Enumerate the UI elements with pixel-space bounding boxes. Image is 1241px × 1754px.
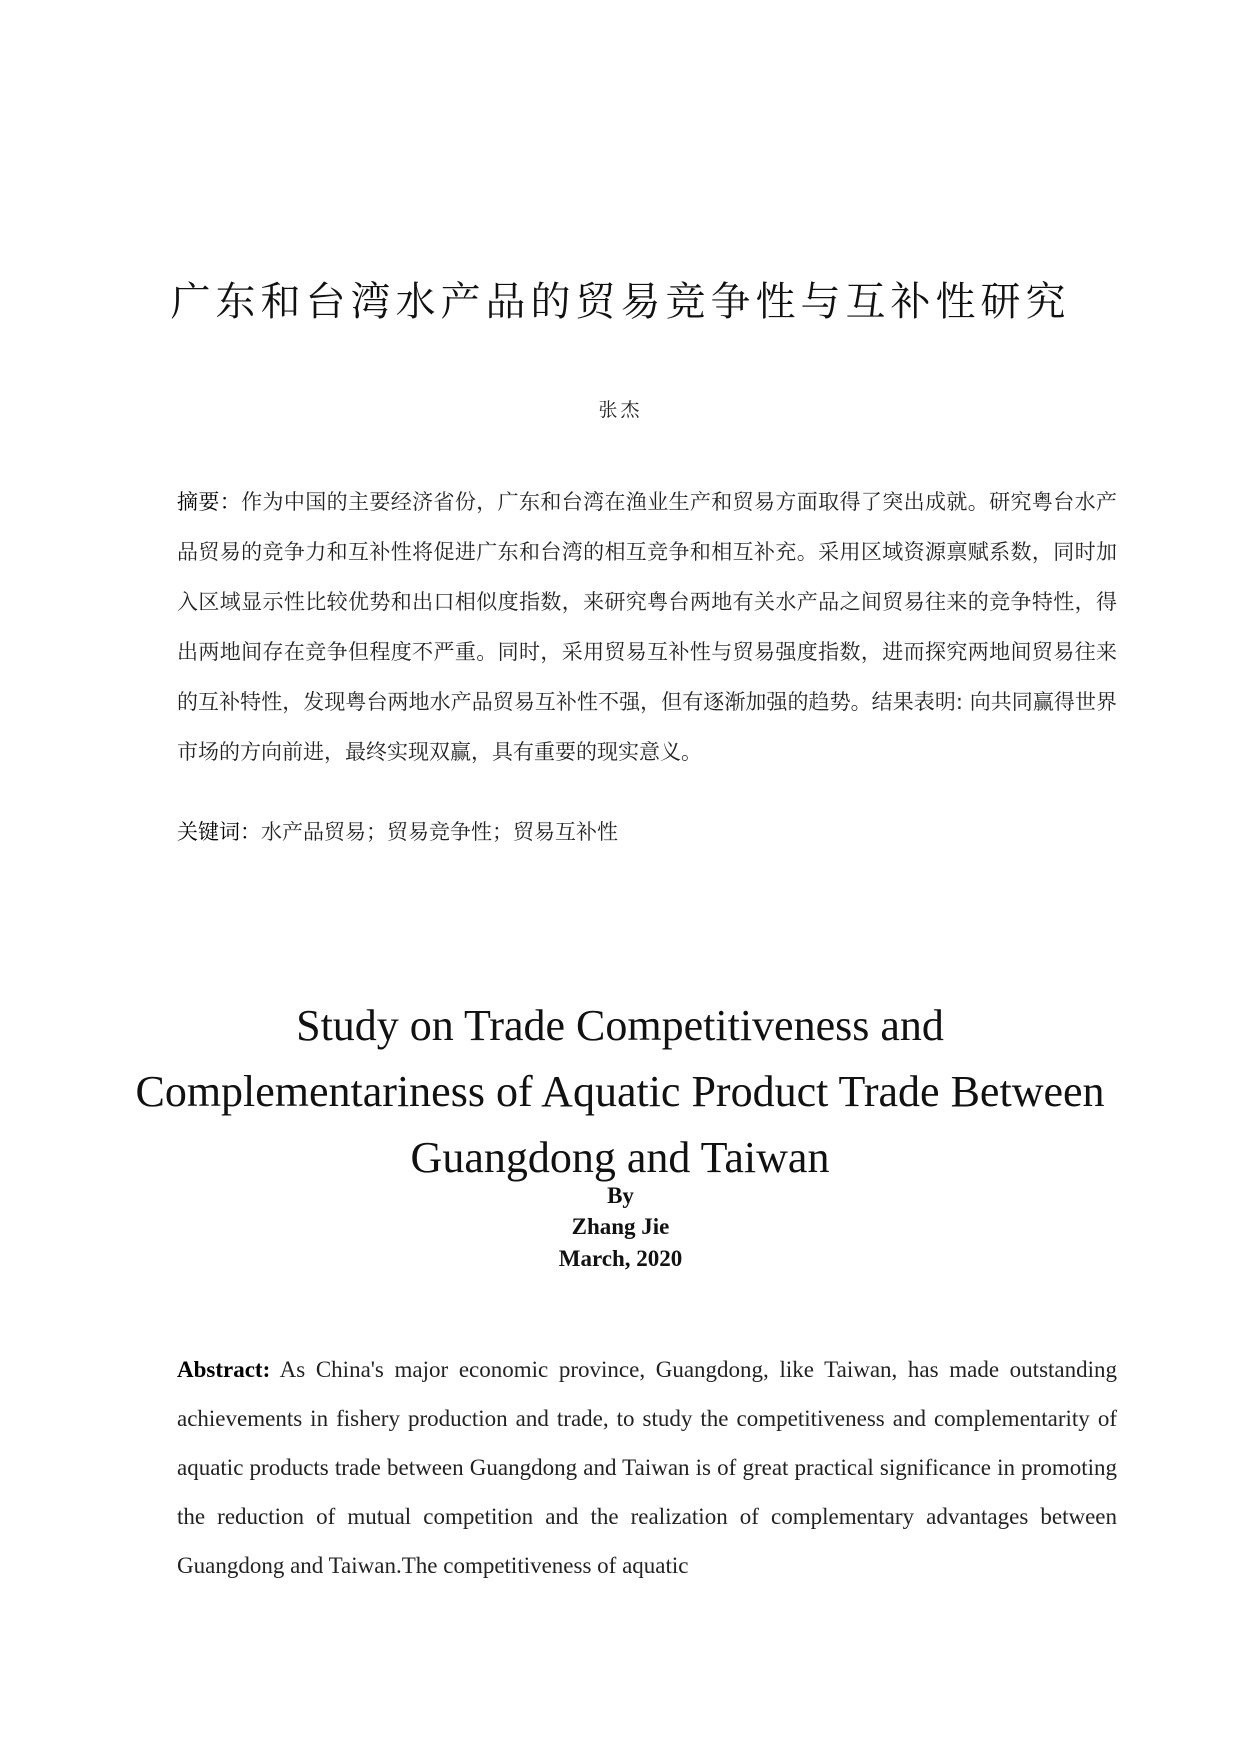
english-abstract-label: Abstract:: [177, 1357, 271, 1382]
chinese-keywords-text: 水产品贸易；贸易竞争性；贸易互补性: [261, 820, 618, 844]
english-author: Zhang Jie: [571, 1214, 670, 1239]
english-date: March, 2020: [558, 1246, 683, 1271]
chinese-title: 广东和台湾水产品的贸易竞争性与互补性研究: [170, 279, 1071, 325]
chinese-author: 张杰: [598, 399, 643, 421]
chinese-keywords: [177, 817, 1117, 847]
english-title: Study on Trade Competitiveness and Complementariness of Aquatic Product Trade Between Guangdong and Taiwan: [135, 1001, 1105, 1182]
chinese-abstract-text: 作为中国的主要经济省份，广东和台湾在渔业生产和贸易方面取得了突出成就。研究粤台水产品贸易的竞争力和互补性将促进广东和台湾的相互竞争和相互补充。采用区域资源禀赋系数，同时加入区域显示性比较优势和出口相似度指数，来研究粤台两地有关水产品之间贸易往来的竞争特性，得出两地间存在竞争但程度不严重。同时，采用贸易互补性与贸易强度指数，进而探究两地间贸易往来的互补特性，发现粤台两地水产品贸易互补性不强，但有逐渐加强的趋势。结果表明: 向共同赢得世界市场的方向前进，最终实现双赢，具有重要的现实意义。: [177, 490, 1118, 764]
chinese-keywords-label: 关键词：: [177, 820, 261, 844]
english-abstract-text: As China's major economic province, Guangdong, like Taiwan, has made outstanding achievements in fishery production and trade, to study the competitiveness and complementarity of aquatic products trade between Guangdong and Taiwan is of great practical significance in promoting the reduction of mutual competition and the realization of complementary advantages between Guangdong and Taiwan.The competitiveness of aquatic: [177, 1357, 1118, 1578]
english-abstract: [177, 1345, 1117, 1590]
english-by-line: By: [607, 1183, 634, 1208]
chinese-abstract-label: 摘要：: [177, 490, 242, 514]
chinese-abstract: [177, 477, 1117, 777]
